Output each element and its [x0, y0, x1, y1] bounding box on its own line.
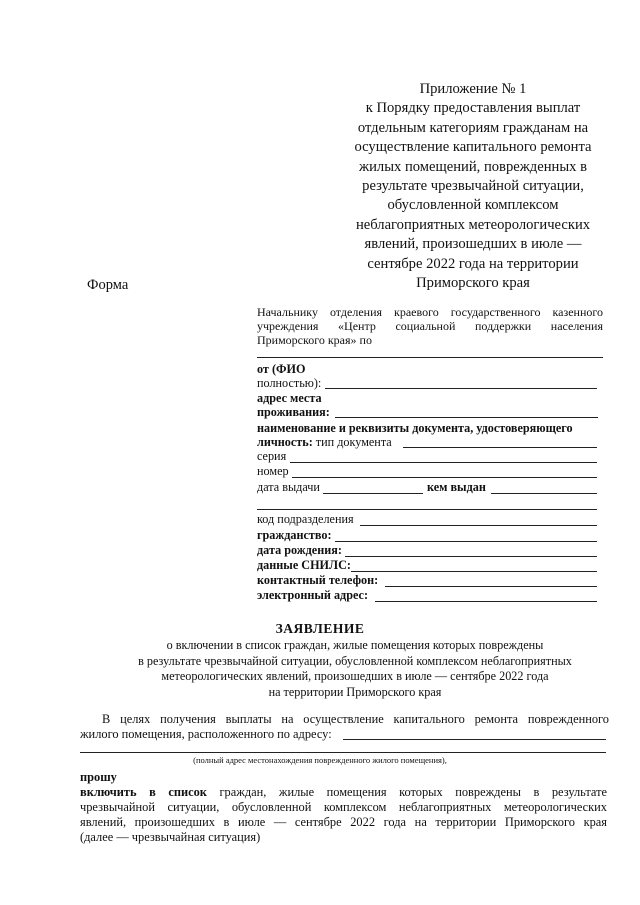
appendix-line: осуществление капитального ремонта: [354, 139, 592, 156]
doc-type-field[interactable]: [403, 447, 597, 448]
citizenship-label: гражданство:: [257, 528, 332, 542]
form-label: Форма: [87, 277, 129, 293]
appendix-line: неблагоприятных метеорологических: [355, 216, 591, 233]
series-field[interactable]: [290, 462, 597, 463]
appendix-line: результате чрезвычайной ситуации,: [362, 178, 584, 195]
unit-code-field[interactable]: [360, 525, 597, 526]
include-in-list-label: включить в список: [80, 785, 207, 799]
series-label: серия: [257, 449, 287, 463]
id-document-type-label: [257, 435, 392, 449]
unit-code-label: код подразделения: [257, 512, 354, 526]
addressee-district-line[interactable]: [257, 357, 603, 358]
request-line-3: явлений, произошедших в июле — сентябре 2022 года на территории Приморского края: [80, 815, 607, 829]
address-hint: (полный адрес местонахождения поврежденного жилого помещения),: [193, 755, 447, 765]
request-line-2: чрезвычайной ситуации, обусловленной комплексом неблагоприятных метеорологических: [80, 800, 607, 814]
number-field[interactable]: [292, 477, 597, 478]
subtitle-line: метеорологических явлений, произошедших в июле — сентябре 2022 года: [161, 669, 549, 683]
issue-date-field[interactable]: [323, 493, 423, 494]
appendix-line: к Порядку предоставления выплат: [365, 100, 581, 117]
id-document-label: наименование и реквизиты документа, удостоверяющего: [257, 421, 573, 435]
appendix-line: отдельным категориям гражданам на: [357, 119, 589, 136]
subtitle-line: о включении в список граждан, жилые помещения которых повреждены: [166, 638, 544, 652]
subtitle-line: на территории Приморского края: [268, 684, 442, 699]
number-label: номер: [257, 464, 289, 478]
address-field[interactable]: [335, 417, 598, 418]
request-line-1: [80, 785, 607, 800]
appendix-line: жилых помещений, поврежденных в: [359, 158, 587, 175]
appendix-line: Приморского края: [416, 275, 530, 292]
addressee-text: Начальнику отделения краевого государственного казенного учреждения «Центр социальной поддержки населения Приморского края» по: [257, 305, 603, 348]
birth-date-label: дата рождения:: [257, 543, 342, 557]
damaged-address-field-extra[interactable]: [80, 752, 606, 753]
statement-subtitle: [100, 638, 610, 700]
appendix-header: [320, 80, 626, 293]
appendix-line: явлений, произошедших в июле —: [364, 236, 582, 253]
issued-by-field[interactable]: [491, 493, 597, 494]
issued-by-label: кем выдан: [427, 480, 486, 494]
snils-field[interactable]: [351, 571, 597, 572]
damaged-address-field[interactable]: [343, 739, 606, 740]
subtitle-line: в результате чрезвычайной ситуации, обусловленной комплексом неблагоприятных: [138, 653, 572, 668]
birth-date-field[interactable]: [345, 556, 597, 557]
purpose-line-1: В целях получения выплаты на осуществление капитального ремонта поврежденного: [102, 712, 609, 726]
fio-field[interactable]: [325, 388, 597, 389]
statement-title: ЗАЯВЛЕНИЕ: [275, 621, 365, 636]
residence-label: проживания:: [257, 405, 330, 419]
purpose-line-2: жилого помещения, расположенного по адресу:: [80, 727, 332, 741]
issue-date-label: дата выдачи: [257, 480, 320, 494]
email-field[interactable]: [375, 601, 597, 602]
address-label: адрес места: [257, 391, 322, 405]
identity-label: личность:: [257, 435, 313, 449]
issued-by-field-extra[interactable]: [257, 509, 597, 510]
appendix-line: обусловленной комплексом: [387, 197, 559, 214]
citizenship-field[interactable]: [335, 541, 597, 542]
snils-label: данные СНИЛС:: [257, 558, 351, 572]
appendix-line: Приложение № 1: [419, 81, 527, 97]
request-label: прошу: [80, 770, 117, 784]
phone-field[interactable]: [385, 586, 597, 587]
phone-label: контактный телефон:: [257, 573, 379, 587]
email-label: электронный адрес:: [257, 588, 369, 602]
from-label: от (ФИО: [257, 362, 306, 376]
appendix-line: сентябре 2022 года на территории: [367, 255, 579, 272]
request-line-4: (далее — чрезвычайная ситуация): [80, 830, 261, 844]
request-line-1-text: граждан, жилые помещения которых повреждены в результате: [206, 785, 608, 799]
fio-label: полностью):: [257, 376, 322, 390]
doc-type-label: тип документа: [312, 435, 392, 449]
